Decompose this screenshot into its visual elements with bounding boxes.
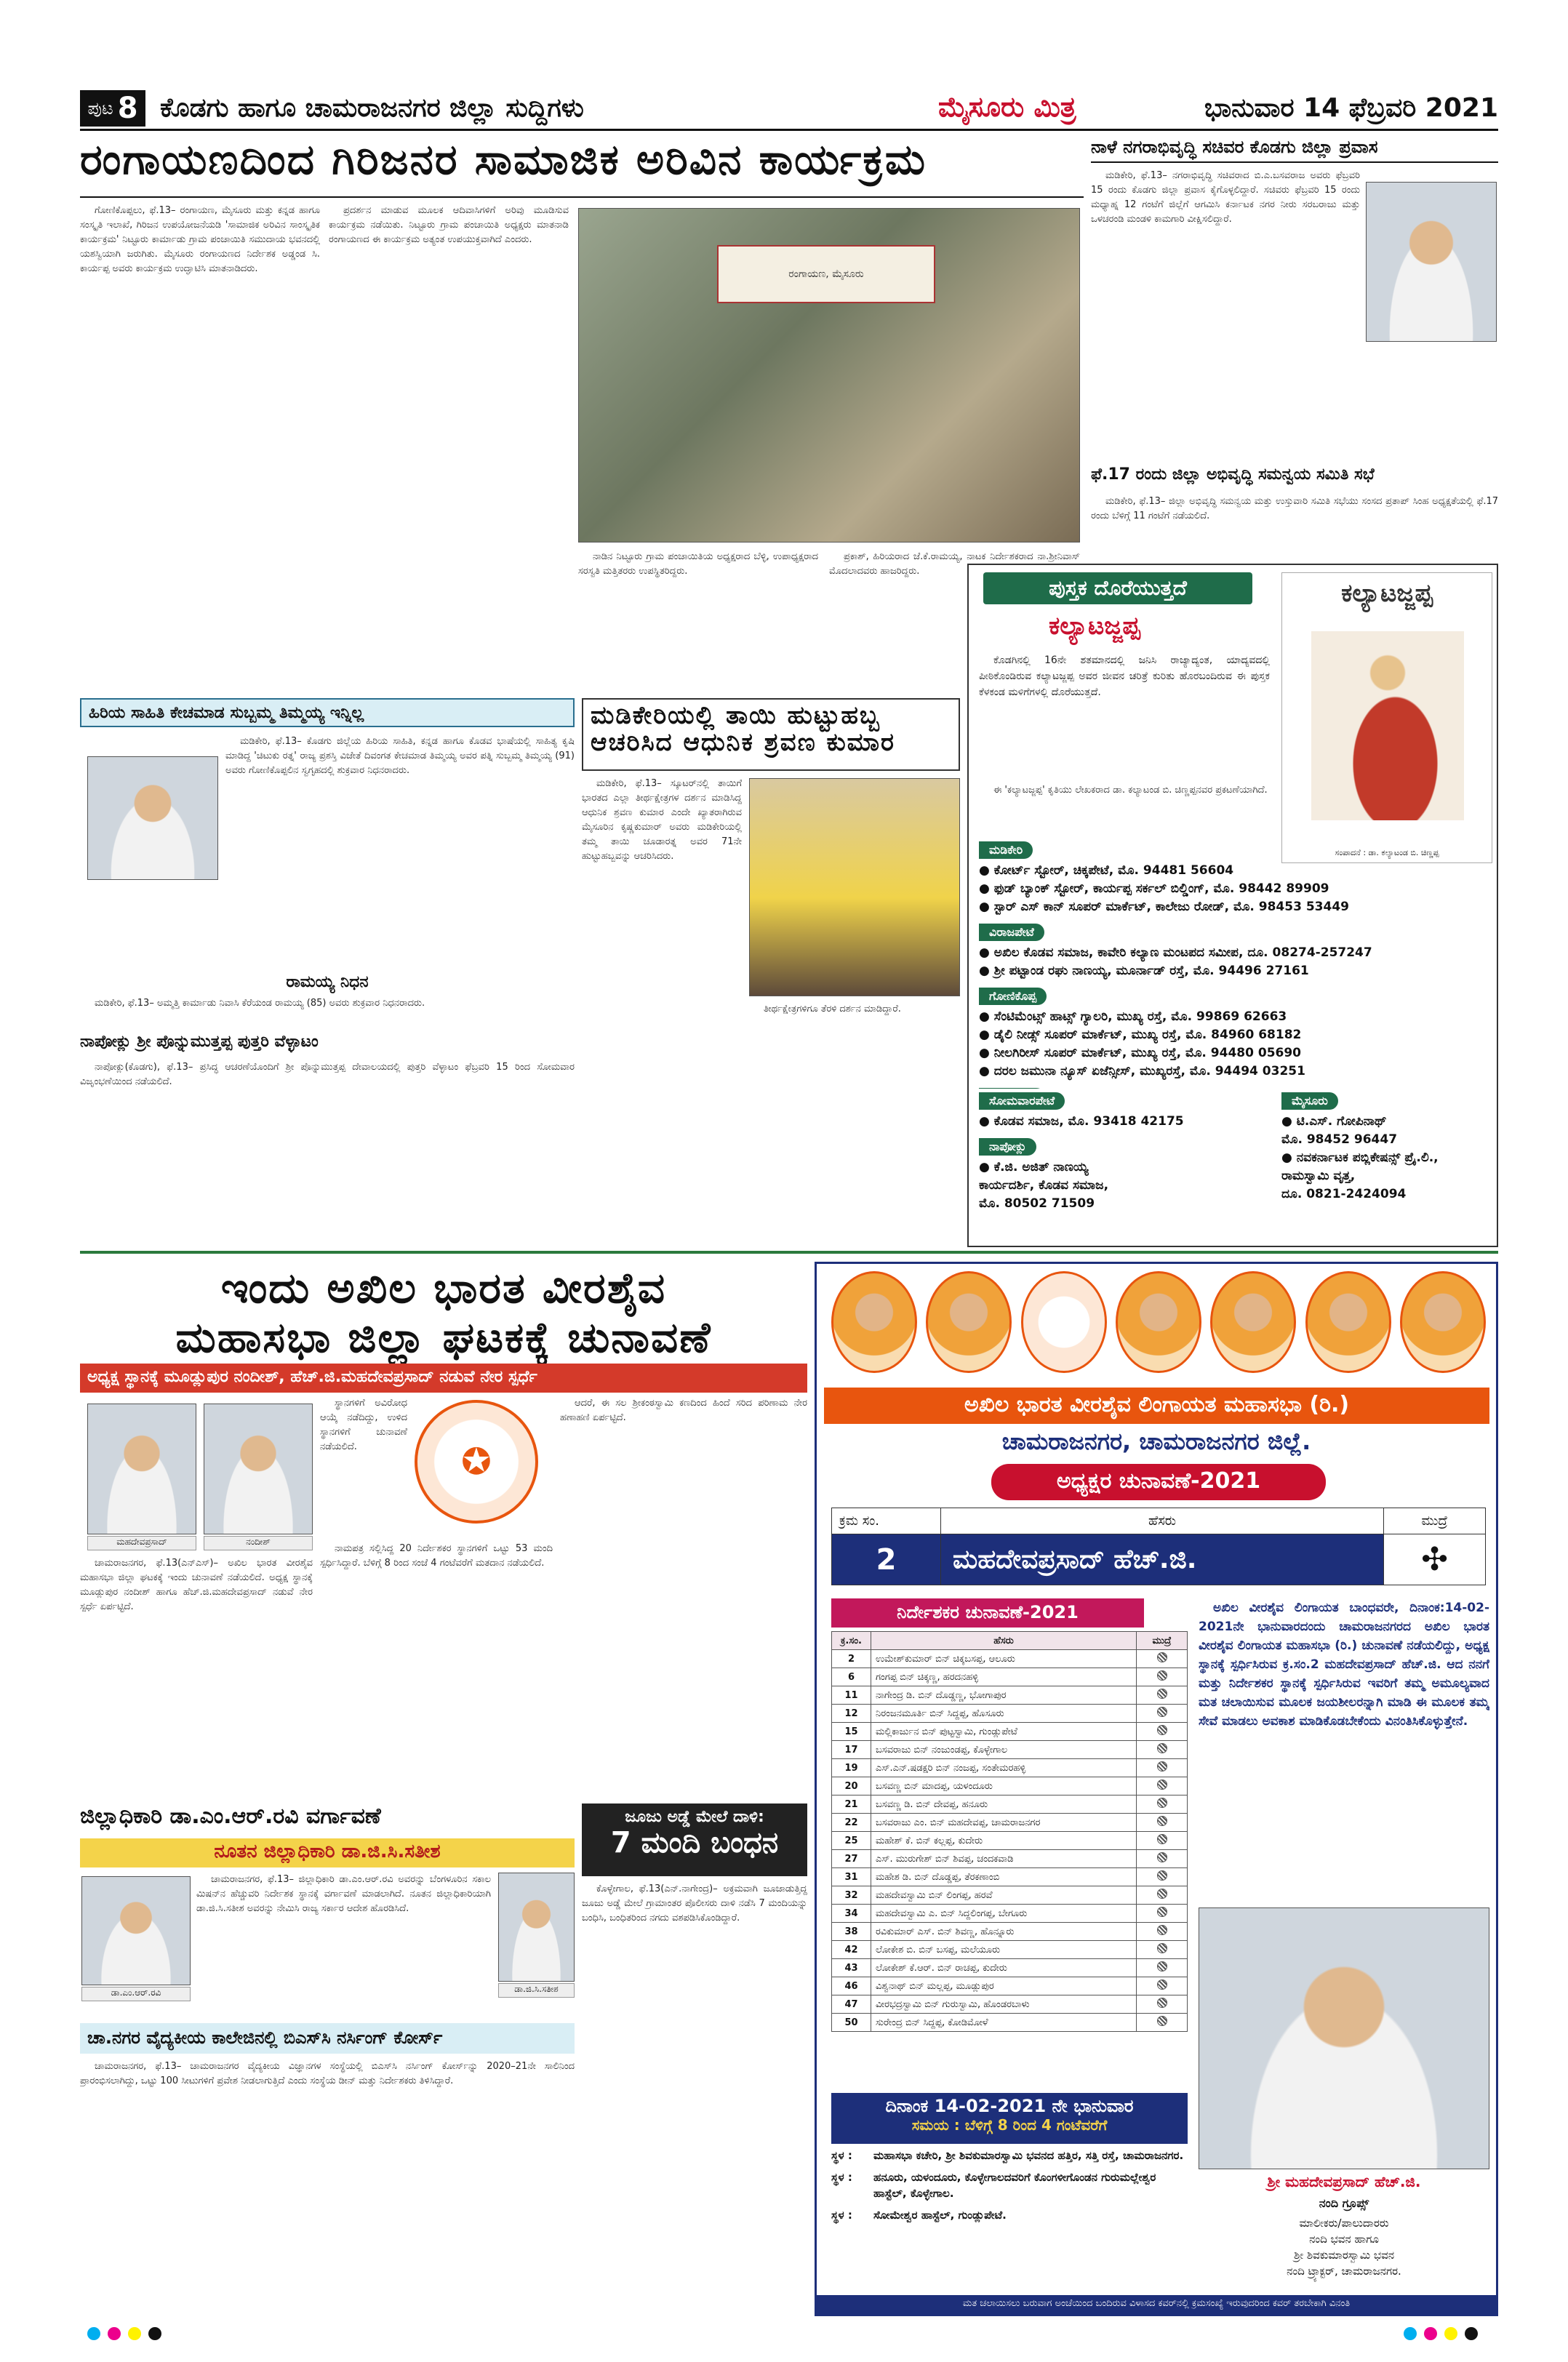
- rangayana-group-photo: [578, 208, 1080, 543]
- director-name: ಎಸ್.ಎನ್.ಷಡಕ್ಷರಿ ಬಿನ್ ನಂಜಪ್ಪ, ಸಂತೇಮರಹಳ್ಳಿ: [871, 1759, 1137, 1777]
- candidate-photo-caption: ಶ್ರೀ ಮಹದೇವಪ್ರಸಾದ್ ಹೆಚ್.ಜಿ.: [1267, 2173, 1421, 2190]
- director-symbol: [1137, 1759, 1188, 1777]
- ballot-symbol-icon: [1157, 1743, 1167, 1753]
- director-number: 27: [832, 1850, 871, 1868]
- director-number: 6: [832, 1668, 871, 1686]
- sathish-photo: [498, 1873, 575, 1982]
- director-name: ನಿರಂಜನಮೂರ್ತಿ ಬಿನ್ ಸಿದ್ದಪ್ಪ, ಹೊಸೂರು: [871, 1705, 1137, 1723]
- president-election-title: ಅಧ್ಯಕ್ಷರ ಚುನಾವಣೆ-2021: [991, 1464, 1326, 1500]
- venue-row: [831, 2147, 1191, 2163]
- director-row: [832, 1795, 1188, 1814]
- store-group: [979, 1092, 1270, 1131]
- director-row: [832, 1923, 1188, 1941]
- issue-date: ಭಾನುವಾರ 14 ಫೆಬ್ರವರಿ 2021: [1204, 93, 1498, 123]
- candidate-owner-lines: [1199, 2215, 1489, 2295]
- director-row: [832, 1832, 1188, 1850]
- director-row: [832, 1977, 1188, 1995]
- director-number: 42: [832, 1941, 871, 1959]
- mahadevaprasad-photo: [87, 1404, 196, 1534]
- director-number: 50: [832, 2014, 871, 2032]
- gambling-text: ಕೊಳ್ಳೇಗಾಲ, ಫೆ.13(ಎನ್‌.ನಾಗೇಂದ್ರ)– ಅಕ್ರಮವಾಗಿ ಜೂಜಾಡುತ್ತಿದ್ದ ಜೂಜು ಅಡ್ಡೆ ಮೇಲೆ ಗ್ರಾಮಾಂತರ ಪೊಲೀಸರು ದಾಳಿ ನಡೆಸಿ 7 ಮಂದಿಯನ್ನು ಬಂಧಿಸಿ, ಬಂಧಿತರಿಂದ ನಗದು ವಶಪಡಿಸಿಕೊಂಡಿದ್ದಾರೆ.: [582, 1883, 807, 1923]
- store-group: [979, 988, 1488, 1081]
- director-number: 47: [832, 1995, 871, 2014]
- headline-rangayana: ರಂಗಾಯಣದಿಂದ ಗಿರಿಜನರ ಸಾಮಾಜಿಕ ಅರಿವಿನ ಕಾರ್ಯಕ್ರಮ: [80, 135, 927, 184]
- director-symbol: [1137, 1777, 1188, 1795]
- book-cover-author: ಸಂಪಾದನೆ : ಡಾ. ಕಲ್ಯಾಟಂಡ ಬಿ. ಚಿಣ್ಣಪ್ಪ: [1335, 848, 1439, 857]
- director-symbol: [1137, 1959, 1188, 1977]
- director-number: 22: [832, 1814, 871, 1832]
- gambling-kicker: ಜೂಜು ಅಡ್ಡೆ ಮೇಲೆ ದಾಳಿ:: [625, 1808, 764, 1826]
- ballot-symbol-icon: [1157, 1889, 1167, 1899]
- venue-text: ಹನೂರು, ಯಳಂದೂರು, ಕೊಳ್ಳೇಗಾಲದವರಿಗೆ ಕೊಂಗಳೀಗೊಂಡನ ಗುರುಮಲ್ಲೇಶ್ವರ ಹಾಸ್ಟೆಲ್, ಕೊಳ್ಳೇಗಾಲ.: [873, 2171, 1156, 2200]
- director-name: ಬಸವಣ್ಣ ಡಿ. ಬಿನ್ ದೇವಪ್ಪ, ಹನೂರು: [871, 1795, 1137, 1814]
- election-ad-sub: ಚಾಮರಾಜನಗರ, ಚಾಮರಾಜನಗರ ಜಿಲ್ಲೆ.: [1001, 1428, 1311, 1455]
- director-number: 43: [832, 1959, 871, 1977]
- director-name: ಗಂಗಪ್ಪ ಬಿನ್ ಚಿಕ್ಕಣ್ಣ, ಹರದನಹಳ್ಳಿ: [871, 1668, 1137, 1686]
- ballot-symbol-icon: [1157, 1834, 1167, 1844]
- director-number: 15: [832, 1723, 871, 1741]
- headline-obituary: ಹಿರಿಯ ಸಾಹಿತಿ ಕೇಚಮಾಡ ಸುಬ್ಬಮ್ಮ ತಿಮ್ಮಯ್ಯ ಇನ್ನಿಲ್ಲ: [80, 698, 575, 727]
- store-line: ● ಸ್ಟಾರ್ ಎಸ್ ಕಾನ್ ಸೂಪರ್ ಮಾರ್ಕೆಟ್, ಕಾಲೇಜು ರೋಡ್, ಮೊ. 98453 53449: [979, 900, 1349, 914]
- director-number: 38: [832, 1923, 871, 1941]
- store-place-label: ವಿರಾಜಪೇಟೆ: [979, 924, 1044, 941]
- store-place-label: ಸೋಮವಾರಪೇಟೆ: [979, 1092, 1065, 1110]
- director-name: ಉಮೇಶ್‌ಕುಮಾರ್ ಬಿನ್ ಚಿಕ್ಕಬಸಪ್ಪ, ಆಲೂರು: [871, 1650, 1137, 1668]
- store-list: [979, 841, 1488, 1089]
- store-place-label: ಗೋಣಿಕೊಪ್ಪ: [979, 988, 1047, 1005]
- headline-shravana-1: ಮಡಿಕೇರಿಯಲ್ಲಿ ತಾಯಿ ಹುಟ್ಟುಹಬ್ಬ: [591, 701, 881, 730]
- director-row: [832, 1995, 1188, 2014]
- director-number: 11: [832, 1686, 871, 1705]
- registration-dot-cyan: [87, 2327, 100, 2340]
- store-line: ಕಾರ್ಯದರ್ಶಿ, ಕೊಡವ ಸಮಾಜ,: [979, 1178, 1109, 1193]
- director-name: ಮಲ್ಲಿಕಾರ್ಜುನ ಬಿನ್ ಪುಟ್ಟಸ್ವಾಮಿ, ಗುಂಡ್ಲುಪೇಟೆ: [871, 1723, 1137, 1741]
- store-line: ● ಅಖಿಲ ಕೊಡವ ಸಮಾಜ, ಕಾವೇರಿ ಕಲ್ಯಾಣ ಮಂಟಪದ ಸಮೀಪ, ದೂ. 08274-257247: [979, 945, 1372, 960]
- director-symbol: [1137, 1686, 1188, 1705]
- director-symbol: [1137, 1723, 1188, 1741]
- director-name: ಮಹೇಶ್ ಕೆ. ಬಿನ್ ಕಲ್ಲಪ್ಪ, ಕುದೇರು: [871, 1832, 1137, 1850]
- store-group: [979, 924, 1488, 980]
- headline-shravana-2: ಆಚರಿಸಿದ ಆಧುನಿಕ ಶ್ರವಣ ಕುಮಾರ: [591, 728, 895, 758]
- paper-name: ಮೈಸೂರು ಮಿತ್ರ: [938, 90, 1076, 123]
- store-list-bottom: [979, 1092, 1270, 1245]
- leader-portrait: [1116, 1271, 1201, 1373]
- leader-portrait: [1400, 1271, 1486, 1373]
- director-number: 2: [832, 1650, 871, 1668]
- page-number: 8: [117, 92, 138, 125]
- rangayana-col-2: ಪ್ರದರ್ಶನ ಮಾಡುವ ಮೂಲಕ ಆದಿವಾಸಿಗಳಿಗೆ ಅರಿವು ಮೂಡಿಸುವ ಕಾರ್ಯಕ್ರಮ ನಡೆಯಿತು. ನಿಟ್ಟೂರು ಗ್ರಾಮ ಪಂಚಾಯಿತಿ ಅಧ್ಯಕ್ಷರು ಮಾತನಾಡಿ ರಂಗಾಯಣದ ಈ ಕಾರ್ಯಕ್ರಮ ಅತ್ಯಂತ ಉಪಯುಕ್ತವಾಗಿದೆ ಎಂದರು.: [329, 205, 569, 245]
- ramayya-text: ಮಡಿಕೇರಿ, ಫೆ.13– ಅಮ್ಮತ್ತಿ ಕಾರ್ಮಾಡು ನಿವಾಸಿ ಕೆರೆಯಂಡ ರಾಮಯ್ಯ (85) ಅವರು ಶುಕ್ರವಾರ ನಿಧನರಾದರು.: [95, 998, 425, 1009]
- director-row: [832, 2014, 1188, 2032]
- headline-box-shravana: [582, 698, 960, 771]
- director-symbol: [1137, 2014, 1188, 2032]
- store-place-label: ಮೈಸೂರು: [1281, 1092, 1338, 1110]
- mahasabha-emblem: ✪: [415, 1400, 538, 1524]
- ballot-symbol-icon: [1157, 1925, 1167, 1935]
- director-row: [832, 1741, 1188, 1759]
- ballot-symbol-icon: [1157, 1798, 1167, 1808]
- store-line: ಮೊ. 98452 96447: [1281, 1132, 1398, 1147]
- director-name: ವಿಶ್ವನಾಥ್ ಬಿನ್ ಮಲ್ಲಪ್ಪ, ಮೂಡ್ಲುಪುರ: [871, 1977, 1137, 1995]
- candidate-symbol-icon: ✣: [1384, 1534, 1486, 1585]
- headline-election-2: ಮಹಾಸಭಾ ಜಿಲ್ಲಾ ಘಟಕಕ್ಕೆ ಚುನಾವಣೆ: [175, 1313, 712, 1362]
- election-text-3: ಆದರೆ, ಈ ಸಲ ಶ್ರೀಕಂಠಸ್ವಾಮಿ ಕಣದಿಂದ ಹಿಂದೆ ಸರಿದ ಪರಿಣಾಮ ನೇರ ಹಣಾಹಣಿ ಏರ್ಪಟ್ಟಿದೆ.: [560, 1398, 807, 1423]
- president-table: [831, 1508, 1486, 1585]
- store-line: ● ಕೆ.ಜಿ. ಅಜಿತ್ ನಾಣಯ್ಯ: [979, 1160, 1089, 1174]
- leader-portrait: [1210, 1271, 1296, 1373]
- director-symbol: [1137, 1814, 1188, 1832]
- headline-dist-meeting: ಫೆ.17 ರಂದು ಜಿಲ್ಲಾ ಅಭಿವೃದ್ಧಿ ಸಮನ್ವಯ ಸಮಿತಿ ಸಭೆ: [1091, 465, 1375, 484]
- dist-meeting-text: ಮಡಿಕೇರಿ, ಫೆ.13– ಜಿಲ್ಲಾ ಅಭಿವೃದ್ಧಿ ಸಮನ್ವಯ ಮತ್ತು ಉಸ್ತುವಾರಿ ಸಮಿತಿ ಸಭೆಯು ಸಂಸದ ಪ್ರತಾಪ್ ಸಿಂಹ ಅಧ್ಯಕ್ಷತೆಯಲ್ಲಿ ಫೆ.17 ರಂದು ಬೆಳಿಗ್ಗೆ 11 ಗಂಟೆಗೆ ನಡೆಯಲಿದೆ.: [1091, 496, 1498, 521]
- ballot-symbol-icon: [1157, 1998, 1167, 2008]
- director-symbol: [1137, 1832, 1188, 1850]
- director-name: ಲೋಕೇಶ್ ಕೆ.ಆರ್. ಬಿನ್ ರಾಚಪ್ಪ, ಕುದೇರು: [871, 1959, 1137, 1977]
- director-row: [832, 1777, 1188, 1795]
- venue-label: ಸ್ಥಳ :: [831, 2171, 852, 2184]
- director-row: [832, 1850, 1188, 1868]
- director-number: 19: [832, 1759, 871, 1777]
- director-symbol: [1137, 1868, 1188, 1886]
- shravana-text: ಮಡಿಕೇರಿ, ಫೆ.13– ಸ್ಕೂಟರ್‌ನಲ್ಲಿ ತಾಯಿಗೆ ಭಾರತದ ಎಲ್ಲಾ ತೀರ್ಥಕ್ಷೇತ್ರಗಳ ದರ್ಶನ ಮಾಡಿಸಿದ್ದ ಆಧುನಿಕ ಶ್ರವಣ ಕುಮಾರ ಎಂದೇ ಖ್ಯಾತರಾಗಿರುವ ಮೈಸೂರಿನ ಕೃಷ್ಣಕುಮಾರ್ ಅವರು ಮಡಿಕೇರಿಯಲ್ಲಿ ತಮ್ಮ ತಾಯಿ ಚೂಡಾರತ್ನ ಅವರ 71ನೇ ಹುಟ್ಟುಹಬ್ಬವನ್ನು ಆಚರಿಸಿದರು.: [582, 778, 742, 862]
- rangayana-col-3: ಪ್ರಕಾಶ್, ಹಿರಿಯರಾದ ಜೆ.ಕೆ.ರಾಮಯ್ಯ, ನಾಟಕ ನಿರ್ದೇಶಕರಾದ ನಾ.ಶ್ರೀನಿವಾಸ್ ಮೊದಲಾದವರು ಹಾಜರಿದ್ದರು.: [829, 551, 1080, 577]
- section-title: ಕೊಡಗು ಹಾಗೂ ಚಾಮರಾಜನಗರ ಜಿಲ್ಲಾ ಸುದ್ದಿಗಳು: [160, 93, 584, 123]
- section-divider: [80, 1251, 1498, 1254]
- election-subhead: ಅಧ್ಯಕ್ಷ ಸ್ಥಾನಕ್ಕೆ ಮೂಡ್ಲುಪುರ ನಂದೀಶ್, ಹೆಚ್.ಜಿ.ಮಹದೇವಪ್ರಸಾದ್ ನಡುವೆ ನೇರ ಸ್ಪರ್ಧೆ: [80, 1364, 807, 1393]
- rangayana-col-4: ನಾಡಿನ ನಿಟ್ಟೂರು ಗ್ರಾಮ ಪಂಚಾಯಿತಿಯ ಅಧ್ಯಕ್ಷರಾದ ಬೆಳ್ಳಿ, ಉಪಾಧ್ಯಕ್ಷರಾದ ಸರಸ್ವತಿ ಮತ್ತಿತರರು ಉಪಸ್ಥಿತರಿದ್ದರು.: [578, 551, 818, 577]
- director-symbol: [1137, 1923, 1188, 1941]
- candidate-name: ಮಹದೇವಪ್ರಸಾದ್ ಹೆಚ್.ಜಿ.: [941, 1534, 1384, 1585]
- director-row: [832, 1868, 1188, 1886]
- owner-line: ಶ್ರೀ ಶಿವಕುಮಾರಸ್ವಾಮಿ ಭವನ: [1293, 2249, 1395, 2262]
- director-table: [831, 1631, 1188, 2032]
- director-symbol: [1137, 1795, 1188, 1814]
- director-number: 12: [832, 1705, 871, 1723]
- venue-row: [831, 2169, 1191, 2201]
- director-symbol: [1137, 1741, 1188, 1759]
- owner-line: ನಂದಿ ಭವನ ಹಾಗೂ: [1309, 2233, 1379, 2246]
- store-line: ● ಸೆಂಟಿಮೆಂಟ್ಸ್ ಹಾಟ್ಸ್ ಗ್ಯಾಲರಿ, ಮುಖ್ಯ ರಸ್ತೆ, ಮೊ. 99869 62663: [979, 1009, 1287, 1024]
- caption-mahadevaprasad: ಮಹದೇವಪ್ರಸಾದ್: [87, 1536, 196, 1550]
- dir-head-name: ಹೆಸರು: [871, 1632, 1137, 1650]
- ballot-symbol-icon: [1157, 1761, 1167, 1772]
- director-symbol: [1137, 1886, 1188, 1905]
- appeal-text: ಅಖಿಲ ವೀರಶೈವ ಲಿಂಗಾಯತ ಬಾಂಧವರೇ, ದಿನಾಂಕ:14-02-2021ನೇ ಭಾನುವಾರದಂದು ಚಾಮರಾಜನಗರದ ಅಖಿಲ ಭಾರತ ವೀರಶೈವ ಲಿಂಗಾಯತ ಮಹಾಸಭಾ (ರಿ.) ಚುನಾವಣೆ ನಡೆಯಲಿದ್ದು, ಅಧ್ಯಕ್ಷ ಸ್ಥಾನಕ್ಕೆ ಸ್ಪರ್ಧಿಸಿರುವ ಕ್ರ.ಸಂ.2 ಮಹದೇವಪ್ರಸಾದ್ ಹೆಚ್.ಜಿ. ಆದ ನನಗೆ ಮತ್ತು ನಿರ್ದೇಶಕರ ಸ್ಥಾನಕ್ಕೆ ಸ್ಪರ್ಧಿಸಿರುವ ಇವರಿಗೆ ತಮ್ಮ ಅಮೂಲ್ಯವಾದ ಮತ ಚಲಾಯಿಸುವ ಮೂಲಕ ಜಯಶೀಲರನ್ನಾಗಿ ಮಾಡಿ ಈ ಮೂಲಕ ತಮ್ಮ ಸೇವೆ ಮಾಡಲು ಅವಕಾಶ ಮಾಡಿಕೊಡಬೇಕೆಂದು ವಿನಂತಿಸಿಕೊಳ್ಳುತ್ತೇನೆ.: [1199, 1601, 1489, 1729]
- col-symbol: ಮುದ್ರೆ: [1384, 1508, 1486, 1534]
- director-symbol: [1137, 1995, 1188, 2014]
- director-symbol: [1137, 1905, 1188, 1923]
- store-group: [979, 841, 1488, 916]
- director-symbol: [1137, 1850, 1188, 1868]
- candidate-photo: [1199, 1907, 1489, 2169]
- director-name: ಸುರೇಂದ್ರ ಬಿನ್ ಸಿದ್ದಪ್ಪ, ಕೋಡಿಮೋಳೆ: [871, 2014, 1137, 2032]
- headline-dc-transfer: ಜಿಲ್ಲಾಧಿಕಾರಿ ಡಾ.ಎಂ.ಆರ್.ರವಿ ವರ್ಗಾವಣೆ: [80, 1803, 381, 1829]
- book-intro: ಕೊಡಗಿನಲ್ಲಿ 16ನೇ ಶತಮಾನದಲ್ಲಿ ಜನಿಸಿ ರಾಜ್ಯಾದ್ಯಂತ, ಯಾದ್ಯವದಲ್ಲಿ ಪೀಠಿಕೊಂಡಿರುವ ಕಲ್ಯಾಟಜ್ಜಪ್ಪ ಅವರ ಜೀವನ ಚರಿತ್ರೆ ಕುರಿತು ಹೊರಬಂದಿರುವ ಈ ಪುಸ್ತಕ ಕೆಳಕಂಡ ಮಳಿಗೆಗಳಲ್ಲಿ ದೊರೆಯುತ್ತದೆ.: [979, 654, 1270, 698]
- headline-election-1: ಇಂದು ಅಖಿಲ ಭಾರತ ವೀರಶೈವ: [220, 1263, 667, 1313]
- ravi-photo: [81, 1876, 191, 1985]
- election-text-2: ಸ್ಥಾನಗಳಿಗೆ ಅವಿರೋಧ ಆಯ್ಕೆ ನಡೆದಿದ್ದು, ಉಳಿದ ಸ್ಥಾನಗಳಿಗೆ ಚುನಾವಣೆ ನಡೆಯಲಿದೆ.: [320, 1398, 407, 1452]
- director-row: [832, 1959, 1188, 1977]
- director-row: [832, 1705, 1188, 1723]
- mahasabha-logo-icon: [1021, 1271, 1107, 1373]
- venue-row: [831, 2207, 1191, 2223]
- store-place-label: ನಾಪೋಕ್ಲು: [979, 1138, 1036, 1156]
- director-row: [832, 1905, 1188, 1923]
- director-election-title: ನಿರ್ದೇಶಕರ ಚುನಾವಣೆ-2021: [831, 1598, 1144, 1628]
- registration-dot-yellow: [128, 2327, 141, 2340]
- ballot-symbol-icon: [1157, 1707, 1167, 1717]
- ballot-symbol-icon: [1157, 1725, 1167, 1735]
- director-name: ಮಹೇಶ ಡಿ. ಬಿನ್ ದೊಡ್ಡಪ್ಪ, ತೆರಕಣಾಂಬಿ: [871, 1868, 1137, 1886]
- nursing-text: ಚಾಮರಾಜನಗರ, ಫೆ.13– ಚಾಮರಾಜನಗರ ವೈದ್ಯಕೀಯ ವಿಜ್ಞಾನಗಳ ಸಂಸ್ಥೆಯಲ್ಲಿ ಬಿಎಸ್‌ಸಿ ನರ್ಸಿಂಗ್ ಕೋರ್ಸ್‌ನ್ನು 2020–21ನೇ ಸಾಲಿನಿಂದ ಪ್ರಾರಂಭಿಸಲಾಗಿದ್ದು, ಒಟ್ಟು 100 ಸೀಟುಗಳಿಗೆ ಪ್ರವೇಶ ನೀಡಲಾಗುತ್ತಿದೆ ಎಂದು ಸಂಸ್ಥೆಯ ಡೀನ್ ಮತ್ತು ನಿರ್ದೇಶಕರು ತಿಳಿಸಿದ್ದಾರೆ.: [80, 2061, 575, 2086]
- director-row: [832, 1723, 1188, 1741]
- election-text-2b: ನಾಮಪತ್ರ ಸಲ್ಲಿಸಿದ್ದ 20 ನಿರ್ದೇಶಕರ ಸ್ಥಾನಗಳಿಗೆ ಒಟ್ಟು 53 ಮಂದಿ ಸ್ಪರ್ಧಿಸಿದ್ದಾರೆ. ಬೆಳಿಗ್ಗೆ 8 ರಿಂದ ಸಂಜೆ 4 ಗಂಟೆವರೆಗೆ ಮತದಾನ ನಡೆಯಲಿದೆ.: [320, 1543, 553, 1569]
- director-name: ಎಸ್. ಮುರುಗೇಶ್ ಬಿನ್ ಶಿವಪ್ಪ, ಚಂದಕವಾಡಿ: [871, 1850, 1137, 1868]
- director-symbol: [1137, 1941, 1188, 1959]
- candidate-company: ನಂದಿ ಗ್ರೂಪ್ಸ್: [1319, 2196, 1369, 2210]
- dir-head-symbol: ಮುದ್ರೆ: [1137, 1632, 1188, 1650]
- ballot-symbol-icon: [1157, 1670, 1167, 1681]
- owner-line: ಮಾಲೀಕರು/ಪಾಲುದಾರರು: [1299, 2217, 1389, 2230]
- book-cover: [1281, 572, 1492, 863]
- headline-minister-visit: ನಾಳೆ ನಗರಾಭಿವೃದ್ಧಿ ಸಚಿವರ ಕೊಡಗು ಜಿಲ್ಲಾ ಪ್ರವಾಸ: [1091, 137, 1498, 163]
- director-name: ಮಹದೇವಸ್ವಾಮಿ ಬಿನ್ ಲಿಂಗಪ್ಪ, ಹರವೆ: [871, 1886, 1137, 1905]
- registration-dot-magenta-right: [1424, 2327, 1437, 2340]
- book-cover-title: ಕಲ್ಯಾಟಜ್ಜಪ್ಪ: [1341, 579, 1433, 608]
- director-row: [832, 1650, 1188, 1668]
- ballot-symbol-icon: [1157, 1943, 1167, 1953]
- dc-subhead: ನೂತನ ಜಿಲ್ಲಾಧಿಕಾರಿ ಡಾ.ಜಿ.ಸಿ.ಸತೀಶ: [80, 1838, 575, 1867]
- ballot-symbol-icon: [1157, 1779, 1167, 1790]
- director-symbol: [1137, 1668, 1188, 1686]
- nandish-photo: [204, 1404, 313, 1534]
- ballot-symbol-icon: [1157, 1870, 1167, 1881]
- registration-dot-magenta: [108, 2327, 121, 2340]
- director-row: [832, 1686, 1188, 1705]
- col-sno: ಕ್ರಮ ಸಂ.: [832, 1508, 941, 1534]
- leader-portrait: [1305, 1271, 1391, 1373]
- ballot-symbol-icon: [1157, 1961, 1167, 1971]
- director-table-wrap: [831, 1631, 1188, 2089]
- ballot-symbol-icon: [1157, 1979, 1167, 1990]
- obituary-photo: [87, 756, 218, 880]
- divider: [80, 196, 1084, 198]
- director-name: ನಾಗೇಂದ್ರ ಡಿ. ಬಿನ್ ದೊಡ್ಡಣ್ಣ, ಭೋಗಾಪುರ: [871, 1686, 1137, 1705]
- director-number: 17: [832, 1741, 871, 1759]
- director-symbol: [1137, 1977, 1188, 1995]
- store-place-label: ಮಡಿಕೇರಿ: [979, 841, 1033, 859]
- candidate-number: 2: [832, 1534, 941, 1585]
- ballot-symbol-icon: [1157, 1689, 1167, 1699]
- director-number: 46: [832, 1977, 871, 1995]
- owner-line: ನಂದಿ ಟ್ರ್ಯಾಕ್ಟರ್, ಚಾಮರಾಜನಗರ.: [1287, 2265, 1401, 2278]
- director-number: 25: [832, 1832, 871, 1850]
- store-group: [979, 1138, 1270, 1213]
- minister-story-text: ಮಡಿಕೇರಿ, ಫೆ.13– ನಗರಾಭಿವೃದ್ಧಿ ಸಚಿವರಾದ ಬಿ.ಎ.ಬಸವರಾಜ ಅವರು ಫೆಬ್ರವರಿ 15 ರಂದು ಕೊಡಗು ಜಿಲ್ಲಾ ಪ್ರವಾಸ ಕೈಗೊಳ್ಳಲಿದ್ದಾರೆ. ಸಚಿವರು ಫೆಬ್ರವರಿ 15 ರಂದು ಮಧ್ಯಾಹ್ನ 12 ಗಂಟೆಗೆ ಜಿಲ್ಲೆಗೆ ಆಗಮಿಸಿ ಕರ್ನಾಟಕ ನಗರ ನೀರು ಸರಬರಾಜು ಮತ್ತು ಒಳಚರಂಡಿ ಮಂಡಳಿ ಕಾಮಗಾರಿ ವೀಕ್ಷಿಸಲಿದ್ದಾರೆ.: [1091, 170, 1360, 225]
- obituary-text: ಮಡಿಕೇರಿ, ಫೆ.13– ಕೊಡಗು ಜಿಲ್ಲೆಯ ಹಿರಿಯ ಸಾಹಿತಿ, ಕನ್ನಡ ಹಾಗೂ ಕೊಡವ ಭಾಷೆಯಲ್ಲಿ ಸಾಹಿತ್ಯ ಕೃಷಿ ಮಾಡಿದ್ದ 'ಚಿಟುಕು ರತ್ನ' ರಾಜ್ಯ ಪ್ರಶಸ್ತಿ ವಿಜೇತೆ ದಿವಂಗತ ಕೇಚಮಾಡ ತಿಮ್ಮಯ್ಯ ಅವರ ಪತ್ನಿ ಸುಬ್ಬಮ್ಮ ತಿಮ್ಮಯ್ಯ (91) ಅವರು ಗೋಣಿಕೊಪ್ಪಲಿನ ಸ್ವಗೃಹದಲ್ಲಿ ಶುಕ್ರವಾರ ನಿಧನರಾದರು.: [225, 736, 575, 776]
- registration-dot-black: [148, 2327, 161, 2340]
- ballot-symbol-icon: [1157, 1852, 1167, 1862]
- store-line: ● ಕೋರ್ಟ್ ಸ್ಟೋರ್, ಚಿಕ್ಕಪೇಟೆ, ಮೊ. 94481 56604: [979, 863, 1234, 878]
- director-name: ಬಸವರಾಜು ಬಿನ್ ನಂಜುಂಡಪ್ಪ, ಕೊಳ್ಳೇಗಾಲ: [871, 1741, 1137, 1759]
- venue-label: ಸ್ಥಳ :: [831, 2209, 852, 2222]
- election-ad: [815, 1262, 1498, 2316]
- director-row: [832, 1886, 1188, 1905]
- putthari-text: ನಾಪೋಕ್ಲು(ಕೊಡಗು), ಫೆ.13– ಪ್ರಸಿದ್ಧ ಆಚರಣೆಯೊಂದಿಗೆ ಶ್ರೀ ಪೊನ್ನುಮುತ್ತಪ್ಪ ದೇವಾಲಯದಲ್ಲಿ ಪುತ್ತರಿ ವೆಳ್ಳಾಟಂ ಫೆಬ್ರವರಿ 15 ರಿಂದ ಸೋಮವಾರ ವಿಜೃಂಭಣೆಯಿಂದ ನಡೆಯಲಿದೆ.: [80, 1062, 575, 1087]
- photo-banner: ರಂಗಾಯಣ, ಮೈಸೂರು: [717, 245, 935, 303]
- store-line: ● ನವಕರ್ನಾಟಕ ಪಬ್ಲಿಕೇಷನ್ಸ್ ಪ್ರೈ.ಲಿ.,: [1281, 1150, 1439, 1165]
- store-group: [979, 1088, 1488, 1089]
- poll-date: ದಿನಾಂಕ 14-02-2021 ನೇ ಭಾನುವಾರ: [885, 2096, 1134, 2116]
- registration-dot-black-right: [1465, 2327, 1478, 2340]
- director-name: ಬಸವಣ್ಣ ಬಿನ್ ಮಾದಪ್ಪ, ಯಳಂದೂರು: [871, 1777, 1137, 1795]
- caption-sathish: ಡಾ.ಜಿ.ಸಿ.ಸತೀಶ: [498, 1983, 575, 1998]
- director-number: 31: [832, 1868, 871, 1886]
- horse-rider-illustration: [1311, 631, 1464, 820]
- director-row: [832, 1759, 1188, 1777]
- director-symbol: [1137, 1705, 1188, 1723]
- election-text-1: ಚಾಮರಾಜನಗರ, ಫೆ.13(ಎನ್‌ಎಸ್)– ಅಖಿಲ ಭಾರತ ವೀರಶೈವ ಮಹಾಸಭಾ ಜಿಲ್ಲಾ ಘಟಕಕ್ಕೆ ಇಂದು ಚುನಾವಣೆ ನಡೆಯಲಿದೆ. ಅಧ್ಯಕ್ಷ ಸ್ಥಾನಕ್ಕೆ ಮೂಡ್ಲುಪುರ ನಂದೀಶ್ ಹಾಗೂ ಹೆಚ್.ಜಿ.ಮಹದೇವಪ್ರಸಾದ್ ನಡುವೆ ನೇರ ಸ್ಪರ್ಧೆ ಏರ್ಪಟ್ಟಿದೆ.: [80, 1558, 313, 1612]
- leader-portrait: [831, 1271, 917, 1373]
- director-row: [832, 1814, 1188, 1832]
- book-ad-banner: ಪುಸ್ತಕ ದೊರೆಯುತ್ತದೆ: [983, 572, 1252, 604]
- election-ad-footer: ಮತ ಚಲಾಯಿಸಲು ಬರುವಾಗ ಅಂಚೆಯಿಂದ ಬಂದಿರುವ ವಿಳಾಸದ ಕವರ್‌ನಲ್ಲಿ ಕ್ರಮಸಂಖ್ಯೆ ಇರುವುದರಿಂದ ಕವರ್ ತರಬೇಕಾಗಿ ವಿನಂತಿ: [817, 2295, 1496, 2314]
- dc-transfer-text: ಚಾಮರಾಜನಗರ, ಫೆ.13– ಜಿಲ್ಲಾಧಿಕಾರಿ ಡಾ.ಎಂ.ಆರ್.ರವಿ ಅವರನ್ನು ಬೆಂಗಳೂರಿನ ಸಕಾಲ ಮಿಷನ್‌ನ ಹೆಚ್ಚುವರಿ ನಿರ್ದೇಶಕ ಸ್ಥಾನಕ್ಕೆ ವರ್ಗಾವಣೆ ಮಾಡಲಾಗಿದೆ. ನೂತನ ಜಿಲ್ಲಾಧಿಕಾರಿಯಾಗಿ ಡಾ.ಜಿ.ಸಿ.ಸತೀಶ ಅವರನ್ನು ನೇಮಿಸಿ ರಾಜ್ಯ ಸರ್ಕಾರ ಆದೇಶ ಹೊರಡಿಸಿದೆ.: [196, 1874, 491, 1914]
- store-line: ● ಕೊಡವ ಸಮಾಜ, ಮೊ. 93418 42175: [979, 1114, 1184, 1129]
- director-number: 21: [832, 1795, 871, 1814]
- headline-nursing: ಚಾ.ನಗರ ವೈದ್ಯಕೀಯ ಕಾಲೇಜಿನಲ್ಲಿ ಬಿಎಸ್‌ಸಿ ನರ್ಸಿಂಗ್ ಕೋರ್ಸ್: [80, 2023, 575, 2054]
- ballot-symbol-icon: [1157, 1652, 1167, 1662]
- venue-list: [831, 2147, 1191, 2293]
- book-title: ಕಲ್ಯಾಟಜ್ಜಪ್ಪ: [1049, 612, 1140, 641]
- headline-ramayya: ರಾಮಯ್ಯ ನಿಧನ: [286, 973, 369, 991]
- page-number-badge: [80, 90, 145, 127]
- leader-portrait: [926, 1271, 1012, 1373]
- col-name: ಹೆಸರು: [941, 1508, 1384, 1534]
- caption-nandish: ನಂದೀಶ್: [204, 1536, 313, 1550]
- director-name: ಮಹದೇವಸ್ವಾಮಿ ಎ. ಬಿನ್ ಸಿದ್ದಲಿಂಗಪ್ಪ, ಬೇಗೂರು: [871, 1905, 1137, 1923]
- store-line: ● ಟಿ.ಎಸ್. ಗೋಪಿನಾಥ್: [1281, 1114, 1387, 1129]
- shravana-caption: ತೀರ್ಥಕ್ಷೇತ್ರಗಳಿಗೂ ತೆರಳಿ ದರ್ಶನ ಮಾಡಿದ್ದಾರೆ.: [764, 1004, 901, 1014]
- store-line: ● ನೀಲಗಿರೀಸ್ ಸೂಪರ್ ಮಾರ್ಕೆಟ್, ಮುಖ್ಯ ರಸ್ತೆ, ಮೊ. 94480 05690: [979, 1046, 1302, 1060]
- director-row: [832, 1941, 1188, 1959]
- shravana-photo: [749, 778, 960, 996]
- venue-text: ಮಹಾಸಭಾ ಕಚೇರಿ, ಶ್ರೀ ಶಿವಕುಮಾರಸ್ವಾಮಿ ಭವನದ ಹತ್ತಿರ, ಸತ್ತಿ ರಸ್ತೆ, ಚಾಮರಾಜನಗರ.: [873, 2149, 1184, 2162]
- director-number: 20: [832, 1777, 871, 1795]
- election-ad-banner: ಅಖಿಲ ಭಾರತ ವೀರಶೈವ ಲಿಂಗಾಯತ ಮಹಾಸಭಾ (ರಿ.): [824, 1388, 1489, 1424]
- director-name: ವೀರಭದ್ರಸ್ವಾಮಿ ಬಿನ್ ಗುರುಸ್ವಾಮಿ, ಹೊಂಡರಬಾಳು: [871, 1995, 1137, 2014]
- gambling-head-box: [582, 1803, 807, 1876]
- ballot-symbol-icon: [1157, 1907, 1167, 1917]
- venue-label: ಸ್ಥಳ :: [831, 2149, 852, 2162]
- page-header: [80, 87, 1498, 131]
- gambling-headline: 7 ಮಂದಿ ಬಂಧನ: [610, 1826, 779, 1859]
- store-list-mysuru: [1281, 1092, 1492, 1245]
- store-line: ● ದರಲ ಜಮುನಾ ನ್ಯೂಸ್ ಏಜೆನ್ಸೀಸ್, ಮುಖ್ಯರಸ್ತೆ, ಮೊ. 94494 03251: [979, 1064, 1305, 1078]
- store-place-label: [979, 1088, 1045, 1089]
- registration-dot-yellow-right: [1444, 2327, 1457, 2340]
- venue-text: ಸೋಮೇಶ್ವರ ಹಾಸ್ಟೆಲ್, ಗುಂಡ್ಲುಪೇಟೆ.: [873, 2209, 1007, 2222]
- poll-timing-box: [831, 2093, 1188, 2144]
- leader-portraits: [831, 1271, 1486, 1380]
- registration-dot-cyan-right: [1404, 2327, 1417, 2340]
- director-name: ಲೋಕೇಶ ಬಿ. ಬಿನ್ ಬಸಪ್ಪ, ಮಲೆಯೂರು: [871, 1941, 1137, 1959]
- store-line: ● ಶ್ರೀ ಪಟ್ಟಾಂಡ ರಘು ನಾಣಯ್ಯ, ಮೂರ್ನಾಡ್ ರಸ್ತೆ, ಮೊ. 94496 27161: [979, 964, 1309, 978]
- ballot-symbol-icon: [1157, 1816, 1167, 1826]
- poll-time: ಸಮಯ : ಬೆಳಿಗ್ಗೆ 8 ರಿಂದ 4 ಗಂಟೆವರೆಗೆ: [911, 2116, 1108, 2134]
- book-ad: [967, 564, 1498, 1247]
- store-line: ರಾಮಸ್ವಾಮಿ ವೃತ್ತ,: [1281, 1169, 1356, 1183]
- director-number: 34: [832, 1905, 871, 1923]
- director-name: ಬಸವರಾಜು ಎಂ. ಬಿನ್ ಮಹದೇವಪ್ಪ, ಚಾಮರಾಜನಗರ: [871, 1814, 1137, 1832]
- store-line: ದೂ. 0821-2424094: [1281, 1187, 1407, 1201]
- minister-photo: [1366, 182, 1497, 342]
- page-label: ಪುಟ: [87, 98, 113, 119]
- headline-putthari: ನಾಪೋಕ್ಲು ಶ್ರೀ ಪೊನ್ನುಮುತ್ತಪ್ಪ ಪುತ್ತರಿ ವೆಳ್ಳಾಟಂ: [80, 1033, 319, 1051]
- rangayana-col-1: ಗೋಣಿಕೊಪ್ಪಲು, ಫೆ.13– ರಂಗಾಯಣ, ಮೈಸೂರು ಮತ್ತು ಕನ್ನಡ ಹಾಗೂ ಸಂಸ್ಕೃತಿ ಇಲಾಖೆ, ಗಿರಿಜನ ಉಪಯೋಜನೆಯಡಿ 'ಸಾಮಾಜಿಕ ಅರಿವಿನ ಸಾಂಸ್ಕೃತಿಕ ಕಾರ್ಯಕ್ರಮ' ನಿಟ್ಟೂರು ಕಾರ್ಮಾಡು ಗ್ರಾಮ ಪಂಚಾಯಿತಿ ಸಮುದಾಯ ಭವನದಲ್ಲಿ ಯಶಸ್ವಿಯಾಗಿ ಜರುಗಿತು. ಮೈಸೂರು ರಂಗಾಯಣದ ನಿರ್ದೇಶಕ ಅಡ್ಡಂಡ ಸಿ. ಕಾರ್ಯಪ್ಪ ಅವರು ಕಾರ್ಯಕ್ರಮ ಉದ್ಘಾಟಿಸಿ ಮಾತನಾಡಿದರು.: [80, 205, 320, 274]
- store-line: ● ಫುಡ್ ಬ್ಯಾಂಕ್ ಸ್ಟೋರ್, ಕಾರ್ಯಪ್ಪ ಸರ್ಕಲ್ ಬಿಲ್ಡಿಂಗ್, ಮೊ. 98442 89909: [979, 881, 1329, 896]
- director-symbol: [1137, 1650, 1188, 1668]
- dir-head-no: ಕ್ರ.ಸಂ.: [832, 1632, 871, 1650]
- store-group: [1281, 1092, 1492, 1204]
- store-line: ಮೊ. 80502 71509: [979, 1196, 1095, 1211]
- store-line: ● ಡೈಲಿ ನೀಡ್ಸ್ ಸೂಪರ್ ಮಾರ್ಕೆಟ್, ಮುಖ್ಯ ರಸ್ತೆ, ಮೊ. 84960 68182: [979, 1028, 1302, 1042]
- book-note: ಈ 'ಕಲ್ಯಾಟಜ್ಜಪ್ಪ' ಕೃತಿಯು ಲೇಖಕರಾದ ಡಾ. ಕಲ್ಯಾಟಂಡ ಬಿ. ಚಿಣ್ಣಪ್ಪನವರ ಪ್ರಕಟಣೆಯಾಗಿದೆ.: [993, 785, 1268, 796]
- director-number: 32: [832, 1886, 871, 1905]
- ballot-symbol-icon: [1157, 2016, 1167, 2026]
- director-row: [832, 1668, 1188, 1686]
- director-name: ರವಿಕುಮಾರ್ ಎಸ್. ಬಿನ್ ಶಿವಣ್ಣ, ಹೊನ್ನೂರು: [871, 1923, 1137, 1941]
- caption-ravi: ಡಾ.ಎಂ.ಆರ್.ರವಿ: [81, 1987, 191, 2001]
